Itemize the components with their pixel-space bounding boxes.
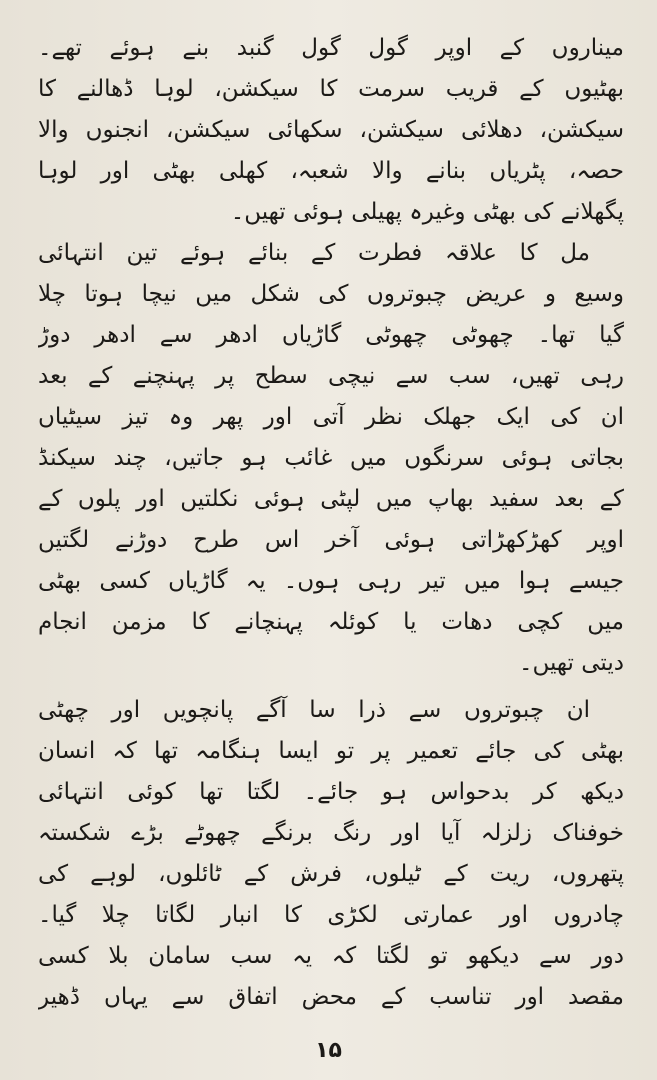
text-line: بھٹی کی جائے تعمیر پر تو ایسا ہنگامہ تھا کہ انسان bbox=[38, 738, 624, 764]
text-line: خوفناک زلزلہ آیا اور رنگ برنگے چھوٹے بڑے شکستہ bbox=[38, 820, 624, 846]
text-line: پتھروں، ریت کے ٹیلوں، فرش کے ٹائلوں، لوہے کی bbox=[38, 861, 624, 887]
text-line: اوپر کھڑکھڑاتی ہوئی آخر اس طرح دوڑنے لگتیں bbox=[38, 527, 624, 553]
text-line: چادروں اور عمارتی لکڑی کا انبار لگاتا چلا گیا۔ bbox=[38, 902, 624, 928]
text-line: ان کی ایک جھلک نظر آتی اور پھر وہ تیز سیٹیاں bbox=[38, 404, 624, 430]
text-line: وسیع و عریض چبوتروں کی شکل میں نیچا ہوتا چلا bbox=[38, 281, 624, 307]
page-text bbox=[38, 28, 624, 1018]
text-line: حصہ، پٹریاں بنانے والا شعبہ، کھلی بھٹی اور لوہا bbox=[38, 158, 624, 184]
paragraph-3 bbox=[38, 690, 624, 1018]
paragraph-1 bbox=[38, 28, 624, 233]
text-line: سیکشن، دھلائی سیکشن، سکھائی سیکشن، انجنوں والا bbox=[38, 117, 624, 143]
text-line: دیکھ کر بدحواس ہو جائے۔ لگتا تھا کوئی انتہائی bbox=[38, 779, 624, 805]
text-line: دیتی تھیں۔ bbox=[519, 650, 624, 676]
text-line: جیسے ہوا میں تیر رہی ہوں۔ یہ گاڑیاں کسی بھٹی bbox=[38, 568, 624, 594]
text-line: دور سے دیکھو تو لگتا کہ یہ سب سامان بلا کسی bbox=[38, 943, 624, 969]
text-line: ان چبوتروں سے ذرا سا آگے پانچویں اور چھٹی bbox=[38, 697, 590, 723]
paragraph-2 bbox=[38, 233, 624, 684]
text-line: گیا تھا۔ چھوٹی چھوٹی گاڑیاں ادھر سے ادھر دوڑ bbox=[38, 322, 624, 348]
text-line: پگھلانے کی بھٹی وغیرہ پھیلی ہوئی تھیں۔ bbox=[230, 199, 624, 225]
page-number: ۱۵ bbox=[315, 1038, 342, 1063]
text-line: کے بعد سفید بھاپ میں لپٹی ہوئی نکلتیں اور پلوں کے bbox=[38, 486, 624, 512]
text-line: میں کچی دھات یا کوئلہ پہنچانے کا مزمن انجام bbox=[38, 609, 624, 635]
text-line: بھٹیوں کے قریب سرمت کا سیکشن، لوہا ڈھالنے کا bbox=[38, 76, 624, 102]
text-line: بجاتی ہوئی سرنگوں میں غائب ہو جاتیں، چند سیکنڈ bbox=[38, 445, 624, 471]
text-line: میناروں کے اوپر گول گول گنبد بنے ہوئے تھے۔ bbox=[38, 35, 624, 61]
text-line: مل کا علاقہ فطرت کے بنائے ہوئے تین انتہائی bbox=[38, 240, 590, 266]
text-line: رہی تھیں، سب سے نیچی سطح پر پہنچنے کے بعد bbox=[38, 363, 624, 389]
text-line: مقصد اور تناسب کے محض اتفاق سے یہاں ڈھیر bbox=[38, 984, 624, 1010]
